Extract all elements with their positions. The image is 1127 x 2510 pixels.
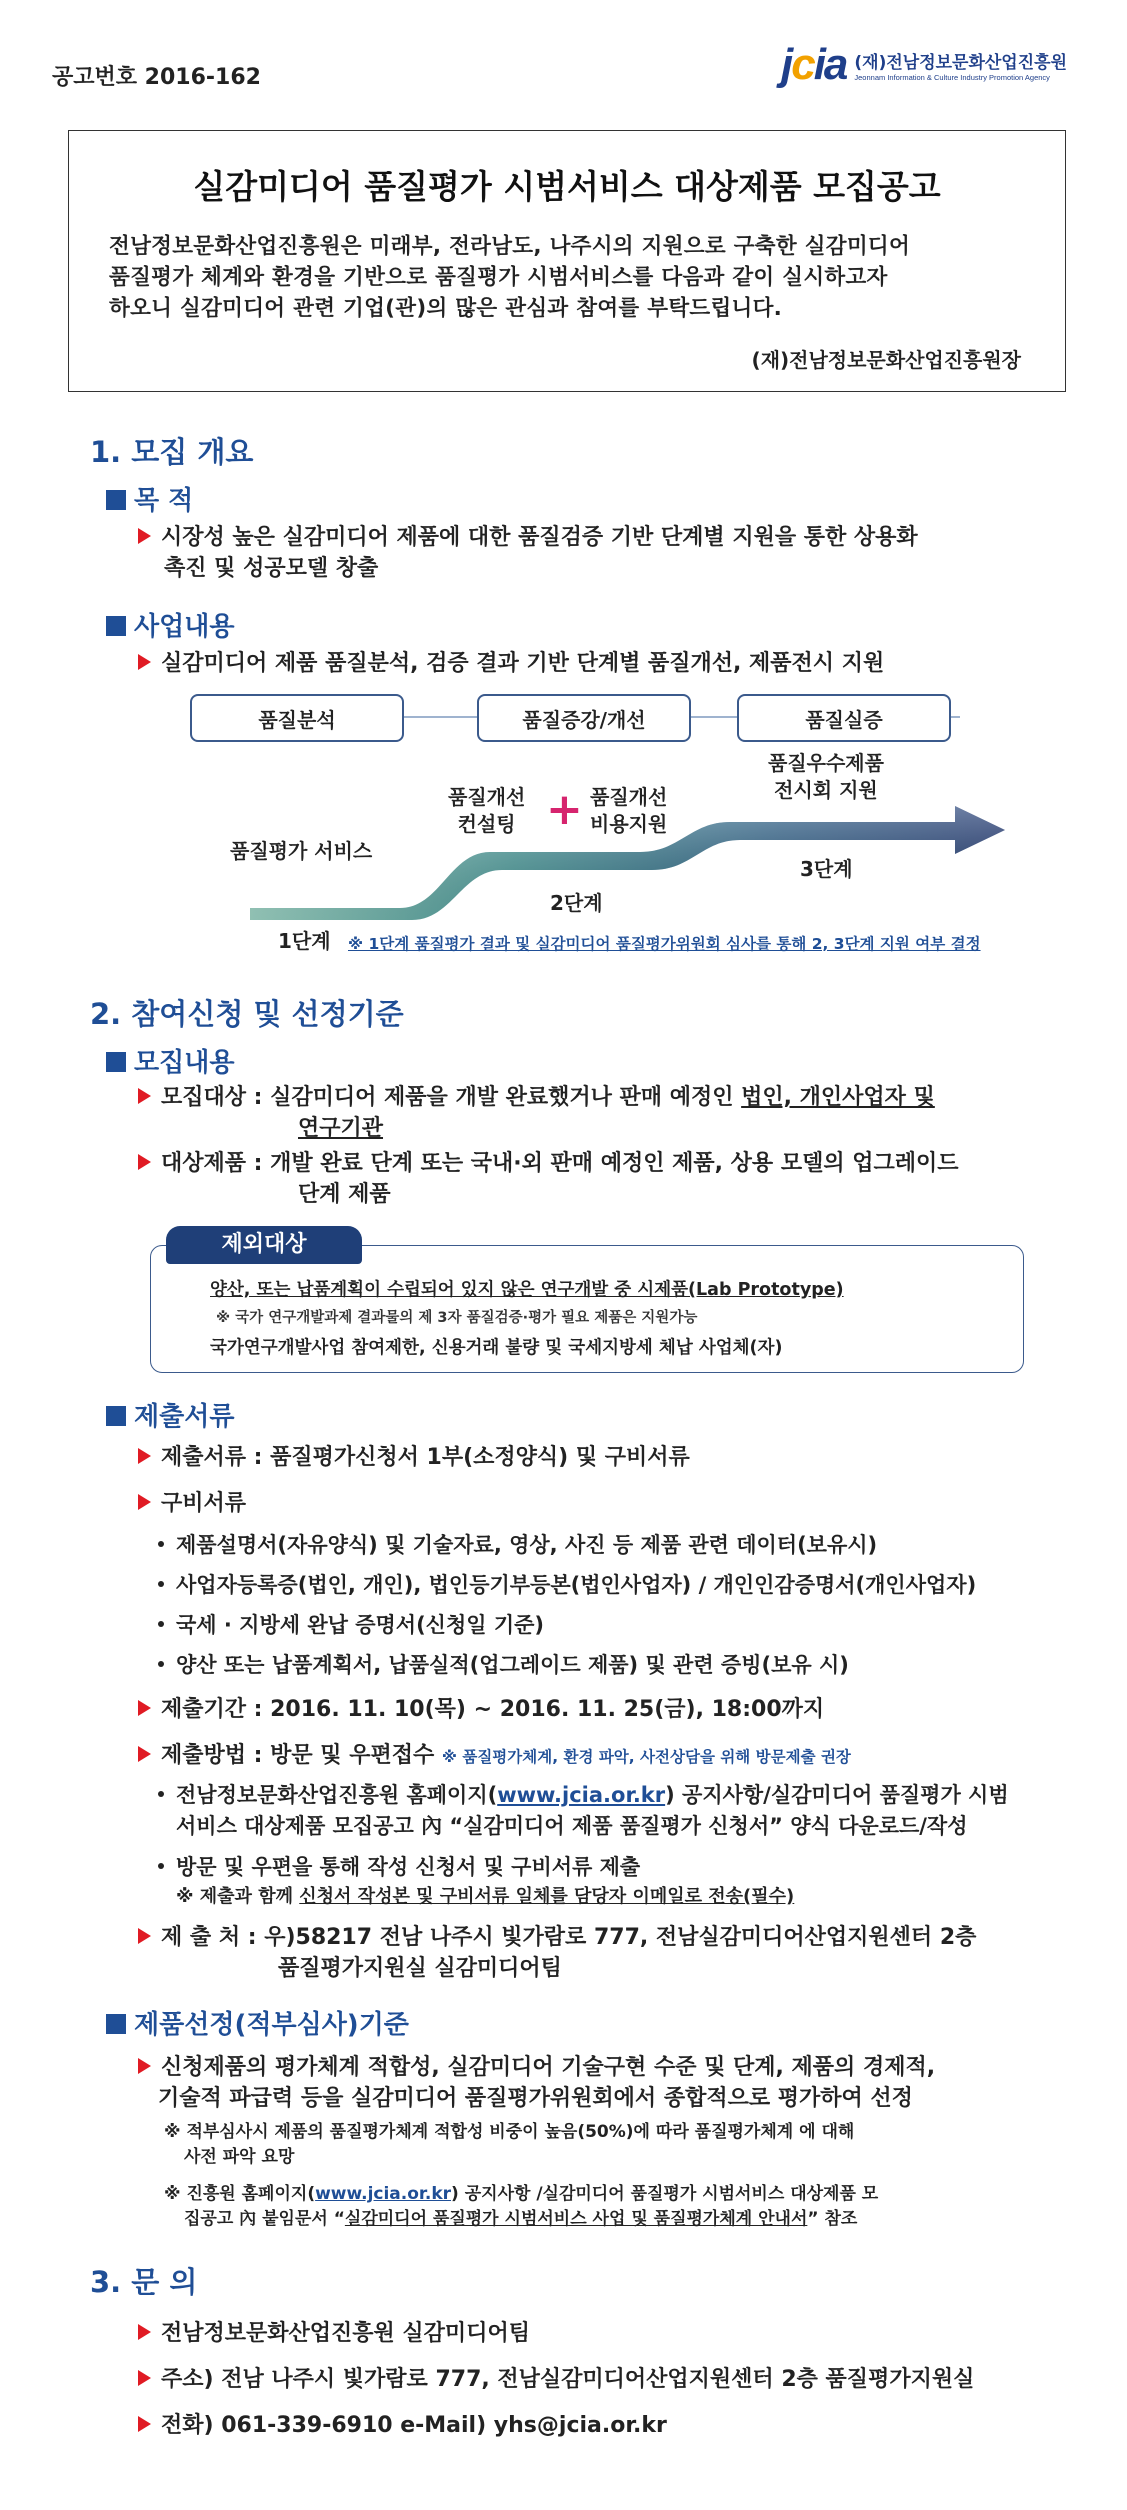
stage-demo-box: 품질실증 (737, 694, 951, 742)
recruit-product: 대상제품 : 개발 완료 단계 또는 국내·외 판매 예정인 제품, 상용 모델의 업그레이드 단계 제품 (138, 1148, 959, 1210)
intro-line: 하오니 실감미디어 관련 기업(관)의 많은 관심과 참여를 부탁드립니다. (109, 296, 783, 321)
intro-text (109, 231, 1029, 324)
section1-heading: 1. 모집 개요 (90, 435, 254, 469)
submit-address: 제 출 처 : 우)58217 전남 나주시 빛가람로 777, 전남실감미디어산업지원센터 2층 품질평가지원실 실감미디어팀 (138, 1922, 976, 1984)
dot-bullet-icon (158, 1791, 164, 1797)
logo-mark: jcia (780, 40, 847, 89)
submit-method: 제출방법 : 방문 및 우편접수 ※ 품질평가체계, 환경 파악, 사전상담을 위해 방문제출 권장 (138, 1740, 851, 1773)
triangle-bullet-icon (138, 2324, 151, 2340)
purpose-text: 시장성 높은 실감미디어 제품에 대한 품질검증 기반 단계별 지원을 통한 상용화 촉진 및 성공모델 창출 (138, 522, 918, 584)
square-bullet-icon (106, 616, 126, 636)
required-item: 제품설명서(자유양식) 및 기술자료, 영상, 사진 등 제품 관련 데이터(보유시) (158, 1530, 877, 1561)
triangle-bullet-icon (138, 654, 151, 670)
announcement-box (68, 130, 1066, 392)
logo-name-en: Jeonnam Information & Culture Industry Promotion Agency (854, 73, 1050, 82)
intro-line: 전남정보문화산업진흥원은 미래부, 전라남도, 나주시의 지원으로 구축한 실감미디어 (109, 234, 911, 259)
section2-heading: 2. 참여신청 및 선정기준 (90, 997, 404, 1031)
triangle-bullet-icon (138, 1746, 151, 1762)
triangle-bullet-icon (138, 1494, 151, 1510)
required-item: 국세 · 지방세 완납 증명서(신청일 기준) (158, 1610, 544, 1641)
contact-team: 전남정보문화산업진흥원 실감미디어팀 (138, 2318, 530, 2349)
triangle-bullet-icon (138, 1088, 151, 1104)
triangle-bullet-icon (138, 1928, 151, 1944)
triangle-bullet-icon (138, 2370, 151, 2386)
exclusion-line1: 양산, 또는 납품계획이 수립되어 있지 않은 연구개발 중 시제품(Lab Prototype) (210, 1280, 844, 1300)
business-heading: 사업내용 (106, 606, 234, 643)
homepage-link[interactable]: www.jcia.or.kr (315, 2184, 452, 2204)
required-item: 사업자등록증(법인, 개인), 법인등기부등본(법인사업자) / 개인인감증명서(개인사업자) (158, 1570, 976, 1601)
page-title: 실감미디어 품질평가 시범서비스 대상제품 모집공고 (193, 167, 941, 206)
dot-bullet-icon (158, 1863, 164, 1869)
exclusion-tab: 제외대상 (166, 1226, 362, 1264)
selection-note1: ※ 적부심사시 제품의 품질평가체계 적합성 비중이 높음(50%)에 따라 품질평가체계 에 대해 사전 파악 요망 (164, 2122, 855, 2167)
required-item: 양산 또는 납품계획서, 납품실적(업그레이드 제품) 및 관련 증빙(보유 시) (158, 1650, 849, 1681)
exclusion-line2: ※ 국가 연구개발과제 결과물의 제 3자 품질검증·평가 필요 제품은 지원가능 (216, 1310, 698, 1326)
square-bullet-icon (106, 2014, 126, 2034)
step1-label: 1단계 (278, 929, 331, 953)
notice-number: 공고번호 2016-162 (52, 65, 261, 90)
selection-text: 신청제품의 평가체계 적합성, 실감미디어 기술구현 수준 및 단계, 제품의 경제적, 기술적 파급력 등을 실감미디어 품질평가위원회에서 종합적으로 평가하여 선정 (138, 2052, 935, 2114)
cost-support-label: 품질개선 비용지원 (590, 785, 668, 836)
step3-label: 3단계 (800, 857, 853, 881)
dot-bullet-icon (158, 1541, 164, 1547)
square-bullet-icon (106, 490, 126, 510)
homepage-link[interactable]: www.jcia.or.kr (497, 1783, 666, 1807)
triangle-bullet-icon (138, 2416, 151, 2432)
business-text: 실감미디어 제품 품질분석, 검증 결과 기반 단계별 품질개선, 제품전시 지원 (138, 648, 884, 679)
triangle-bullet-icon (138, 1448, 151, 1464)
dot-bullet-icon (158, 1661, 164, 1667)
visit-instruction: 방문 및 우편을 통해 작성 신청서 및 구비서류 제출 (158, 1852, 640, 1883)
contact-address: 주소) 전남 나주시 빛가람로 777, 전남실감미디어산업지원센터 2층 품질평가지원실 (138, 2364, 974, 2395)
selection-note2: ※ 진흥원 홈페이지(www.jcia.or.kr) 공지사항 /실감미디어 품질평가 시범서비스 대상제품 모 집공고 內 붙임문서 “실감미디어 품질평가 시범서비스 사업 및 품질평가체계 안내서” 참조 (164, 2184, 879, 2229)
homepage-instruction: 전남정보문화산업진흥원 홈페이지(www.jcia.or.kr) 공지사항/실감미디어 품질평가 시범 서비스 대상제품 모집공고 內 “실감미디어 제품 품질평가 신청서” 양식 다운로드/작성 (158, 1780, 1009, 1842)
jcia-logo (781, 40, 1067, 90)
stage-improve-box: 품질증강/개선 (477, 694, 691, 742)
square-bullet-icon (106, 1406, 126, 1426)
plus-icon: + (546, 784, 583, 835)
documents-heading: 제출서류 (106, 1396, 234, 1433)
step2-label: 2단계 (550, 891, 603, 915)
square-bullet-icon (106, 1052, 126, 1072)
triangle-bullet-icon (138, 2058, 151, 2074)
signature: (재)전남정보문화산업진흥원장 (751, 348, 1021, 372)
intro-line: 품질평가 체계와 환경을 기반으로 품질평가 시범서비스를 다음과 같이 실시하고자 (109, 265, 888, 290)
exclusion-line3: 국가연구개발사업 참여제한, 신용거래 불량 및 국세지방세 체납 사업체(자) (210, 1338, 783, 1358)
purpose-heading: 목 적 (106, 480, 193, 517)
dot-bullet-icon (158, 1581, 164, 1587)
stage-analysis-box: 품질분석 (190, 694, 404, 742)
section3-heading: 3. 문 의 (90, 2265, 198, 2299)
service-label: 품질평가 서비스 (230, 839, 373, 863)
selection-heading: 제품선정(적부심사)기준 (106, 2004, 409, 2041)
diagram-note: ※ 1단계 품질평가 결과 및 실감미디어 품질평가위원회 심사를 통해 2, 3단계 지원 여부 결정 (348, 935, 981, 953)
consulting-label: 품질개선 컨설팅 (448, 785, 526, 836)
recruit-heading: 모집내용 (106, 1042, 234, 1079)
contact-phone-email: 전화) 061-339-6910 e-Mail) yhs@jcia.or.kr (138, 2410, 667, 2441)
logo-name-kr: (재)전남정보문화산업진흥원 (854, 53, 1067, 73)
dot-bullet-icon (158, 1621, 164, 1627)
recruit-target: 모집대상 : 실감미디어 제품을 개발 완료했거나 판매 예정인 법인, 개인사업자 및 연구기관 (138, 1082, 935, 1144)
exhibition-label: 품질우수제품 전시회 지원 (768, 751, 884, 802)
submit-docs: 제출서류 : 품질평가신청서 1부(소정양식) 및 구비서류 (138, 1442, 690, 1473)
submit-period: 제출기간 : 2016. 11. 10(목) ~ 2016. 11. 25(금), 18:00까지 (138, 1694, 824, 1725)
triangle-bullet-icon (138, 528, 151, 544)
required-label: 구비서류 (138, 1488, 246, 1519)
email-note: ※ 제출과 함께 신청서 작성본 및 구비서류 일체를 담당자 이메일로 전송(필수) (176, 1886, 795, 1907)
triangle-bullet-icon (138, 1154, 151, 1170)
triangle-bullet-icon (138, 1700, 151, 1716)
